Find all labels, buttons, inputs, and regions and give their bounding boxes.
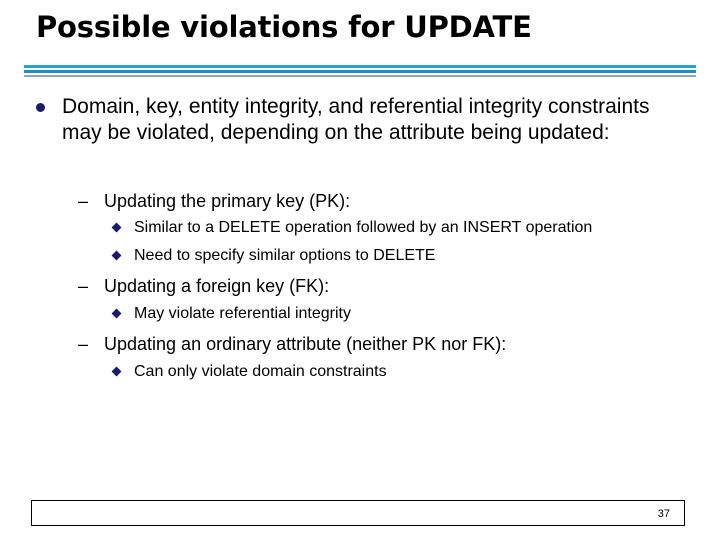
sub-sub-bullet-pk-2 <box>113 247 435 265</box>
dash-icon: – <box>78 276 89 296</box>
main-bullet-item <box>36 94 666 146</box>
sub-bullet-fk-text: Updating a foreign key (FK): <box>104 276 330 296</box>
sub-bullet-ordinary <box>78 333 506 355</box>
sub-bullet-ordinary-text: Updating an ordinary attribute (neither PK nor FK): <box>104 334 507 354</box>
sub-bullet-fk <box>78 275 329 297</box>
sub-sub-bullet-ordinary-1 <box>113 363 387 381</box>
main-bullet-text: Domain, key, entity integrity, and referential integrity constraints may be violated, depending on the attribute being updated: <box>62 95 650 144</box>
sub-sub-bullet-pk-1 <box>113 219 592 237</box>
page-number: 37 <box>657 508 670 520</box>
round-bullet-icon <box>36 103 45 112</box>
sub-sub-bullet-fk-1-text: May violate referential integrity <box>134 305 351 322</box>
sub-bullet-pk <box>78 190 350 212</box>
diamond-bullet-icon <box>112 223 122 233</box>
footer-box <box>31 500 685 526</box>
dash-icon: – <box>78 191 89 211</box>
diamond-bullet-icon <box>112 309 122 319</box>
sub-sub-bullet-pk-2-text: Need to specify similar options to DELETE <box>134 247 436 264</box>
diamond-bullet-icon <box>112 367 122 377</box>
sub-sub-bullet-ordinary-1-text: Can only violate domain constraints <box>134 363 387 380</box>
sub-sub-bullet-pk-1-text: Similar to a DELETE operation followed by an INSERT operation <box>134 219 593 236</box>
slide-title: Possible violations for UPDATE <box>36 10 532 44</box>
dash-icon: – <box>78 334 89 354</box>
sub-bullet-pk-text: Updating the primary key (PK): <box>104 191 351 211</box>
sub-sub-bullet-fk-1 <box>113 305 351 323</box>
diamond-bullet-icon <box>112 251 122 261</box>
